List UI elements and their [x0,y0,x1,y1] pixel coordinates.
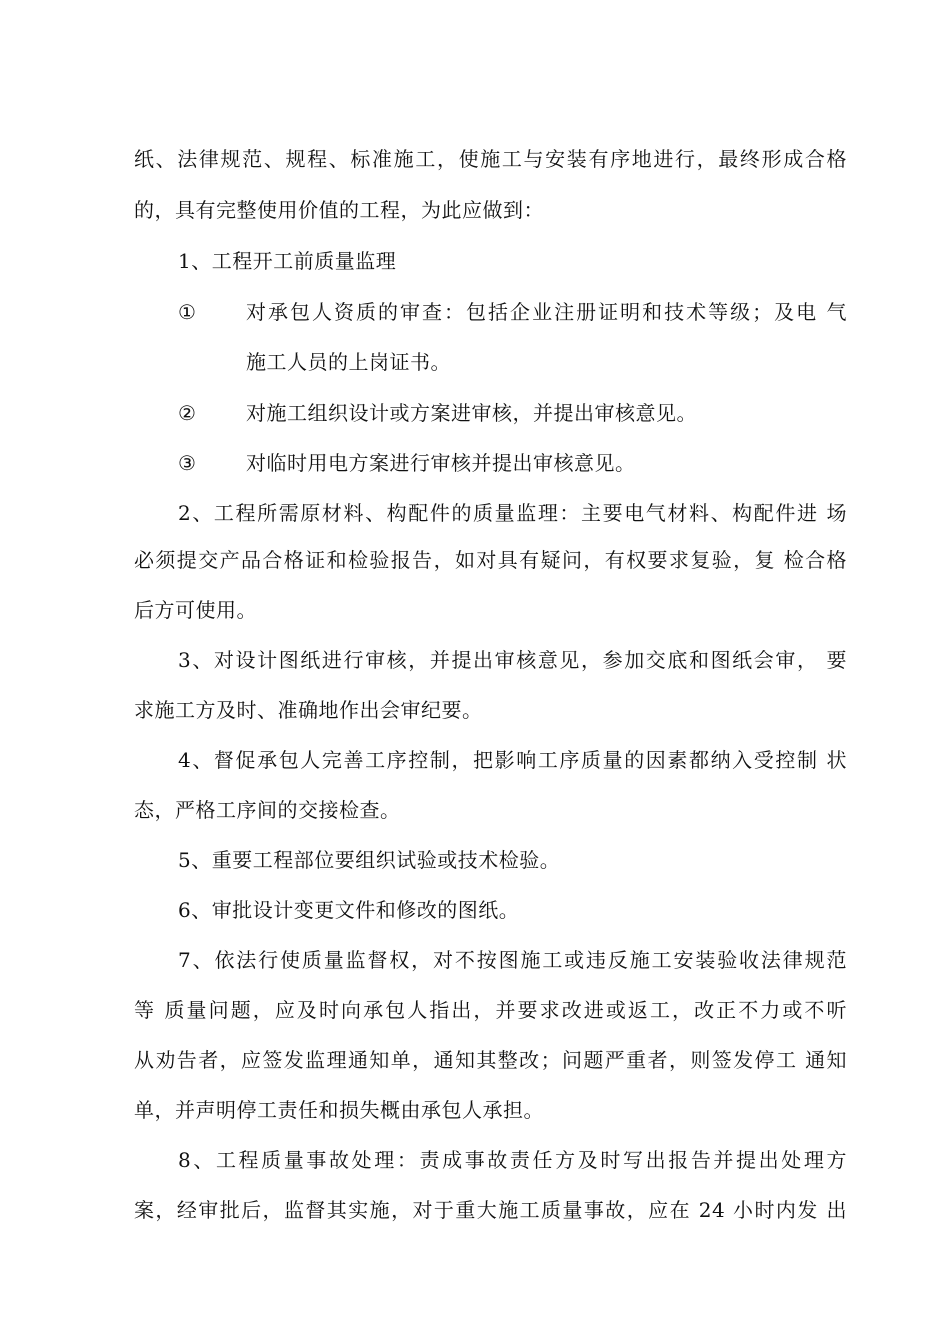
paragraph-line: 纸、法律规范、规程、标准施工，使施工与安装有序地进行，最终形成合格 [134,147,847,171]
paragraph-line: 单，并声明停工责任和损失概由承包人承担。 [134,1098,544,1122]
paragraph-line: 8、工程质量事故处理：责成事故责任方及时写出报告并提出处理方 [178,1148,847,1172]
paragraph-line: 求施工方及时、准确地作出会审纪要。 [134,698,483,722]
paragraph-line: 5、重要工程部位要组织试验或技术检验。 [178,848,561,872]
paragraph-line: 3、对设计图纸进行审核，并提出审核意见，参加交底和图纸会审， 要 [178,648,847,672]
paragraph-line: 等 质量问题，应及时向承包人指出，并要求改进或返工，改正不力或不听 [134,998,847,1022]
list-marker: ② [178,401,197,425]
paragraph-line: 案，经审批后，监督其实施，对于重大施工质量事故，应在 24 小时内发 出 [134,1198,847,1222]
paragraph-line: 2、工程所需原材料、构配件的质量监理：主要电气材料、构配件进 场 [178,501,847,525]
section-heading: 1、工程开工前质量监理 [178,249,397,273]
list-marker: ③ [178,451,197,475]
list-marker: ① [178,300,197,324]
paragraph-line: 态，严格工序间的交接检查。 [134,798,401,822]
list-item-line: 对临时用电方案进行审核并提出审核意见。 [246,451,636,475]
paragraph-line: 4、督促承包人完善工序控制，把影响工序质量的因素都纳入受控制 状 [178,748,847,772]
paragraph-line: 后方可使用。 [134,598,257,622]
list-item-line: 施工人员的上岗证书。 [246,350,451,374]
paragraph-line: 从劝告者，应签发监理通知单，通知其整改；问题严重者，则签发停工 通知 [134,1048,847,1072]
paragraph-line: 的，具有完整使用价值的工程，为此应做到： [134,198,544,222]
paragraph-line: 6、审批设计变更文件和修改的图纸。 [178,898,520,922]
list-item-line: 对承包人资质的审查：包括企业注册证明和技术等级；及电 气 [246,300,847,324]
paragraph-line: 7、依法行使质量监督权，对不按图施工或违反施工安装验收法律规范 [178,948,847,972]
list-item-line: 对施工组织设计或方案进审核，并提出审核意见。 [246,401,697,425]
paragraph-line: 必须提交产品合格证和检验报告，如对具有疑问，有权要求复验，复 检合格 [134,548,847,572]
